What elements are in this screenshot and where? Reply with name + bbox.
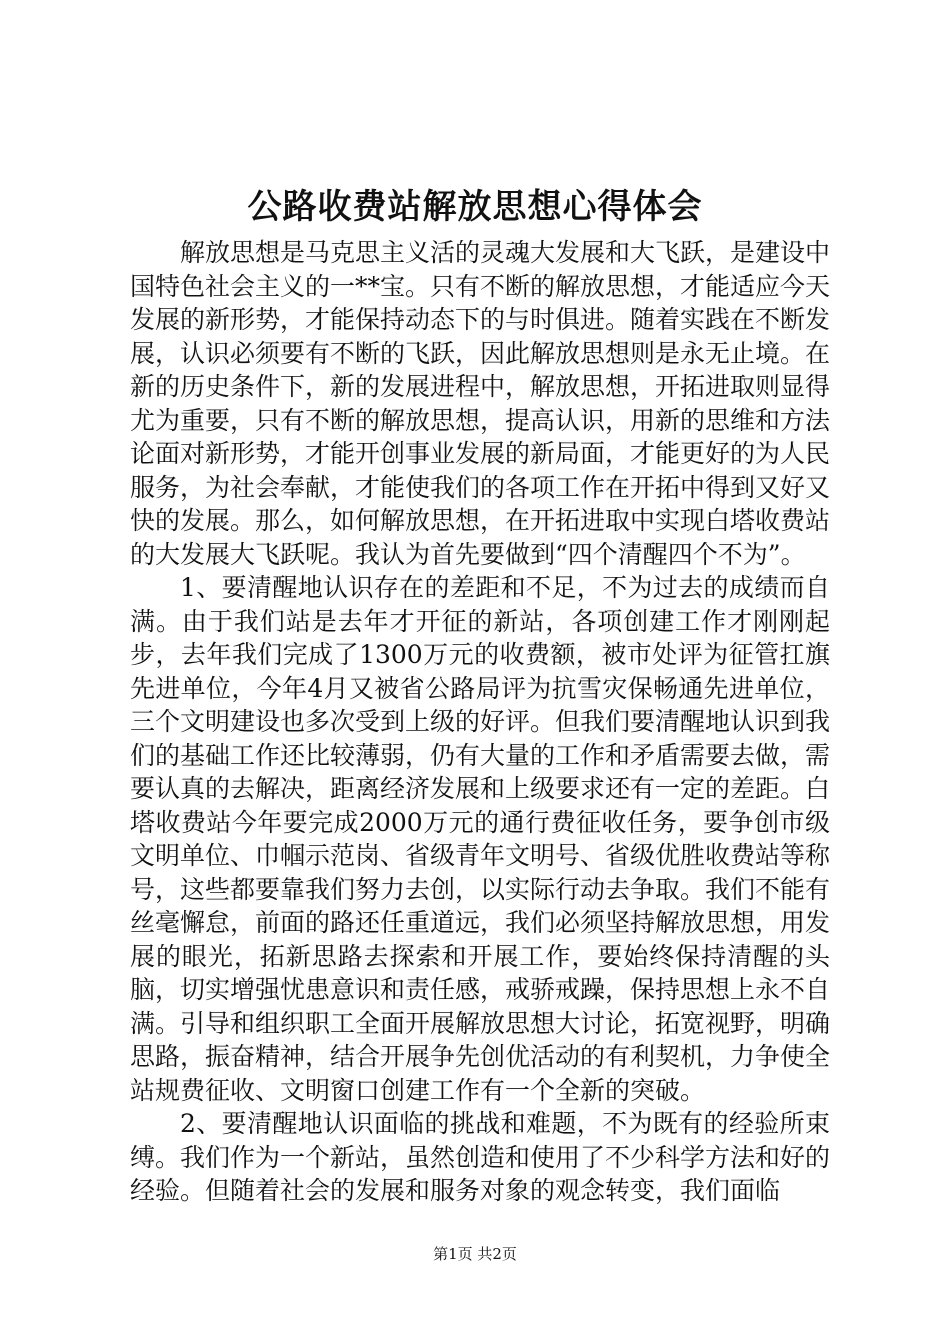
page-number-footer: 第1页 共2页 — [433, 1245, 517, 1263]
document-title: 公路收费站解放思想心得体会 — [247, 187, 703, 227]
paragraph-intro: 解放思想是马克思主义活的灵魂大发展和大飞跃，是建设中国特色社会主义的一**宝。只有不断的解放思想，才能适应今天发展的新形势，才能保持动态下的与时俱进。随着实践在不断发展，认识必须要有不断的飞跃，因此解放思想则是永无止境。在新的历史条件下，新的发展进程中，解放思想，开拓进取则显得尤为重要，只有不断的解放思想，提高认识，用新的思维和方法论面对新形势，才能开创事业发展的新局面，才能更好的为人民服务，为社会奉献，才能使我们的各项工作在开拓中得到又好又快的发展。那么，如何解放思想，在开拓进取中实现白塔收费站的大发展大飞跃呢。我认为首先要做到“四个清醒四个不为”。 — [130, 238, 831, 569]
paragraph-point-1: 1、要清醒地认识存在的差距和不足，不为过去的成绩而自满。由于我们站是去年才开征的新站，各项创建工作才刚刚起步，去年我们完成了1300万元的收费额，被市处评为征管扛旗先进单位，今年4月又被省公路局评为抗雪灾保畅通先进单位，三个文明建设也多次受到上级的好评。但我们要清醒地认识到我们的基础工作还比较薄弱，仍有大量的工作和矛盾需要去做，需要认真的去解决，距离经济发展和上级要求还有一定的差距。白塔收费站今年要完成2000万元的通行费征收任务，要争创市级文明单位、巾帼示范岗、省级青年文明号、省级优胜收费站等称号，这些都要靠我们努力去创，以实际行动去争取。我们不能有丝毫懈怠，前面的路还任重道远，我们必须坚持解放思想，用发展的眼光，拓新思路去探索和开展工作，要始终保持清醒的头脑，切实增强忧患意识和责任感，戒骄戒躁，保持思想上永不自满。引导和组织职工全面开展解放思想大讨论，拓宽视野，明确思路，振奋精神，结合开展争先创优活动的有利契机，力争使全站规费征收、文明窗口创建工作有一个全新的突破。 — [130, 573, 831, 1105]
document-body — [130, 236, 830, 1208]
paragraph-point-2: 2、要清醒地认识面临的挑战和难题，不为既有的经验所束缚。我们作为一个新站，虽然创造和使用了不少科学方法和好的经验。但随着社会的发展和服务对象的观念转变，我们面临 — [130, 1109, 831, 1205]
